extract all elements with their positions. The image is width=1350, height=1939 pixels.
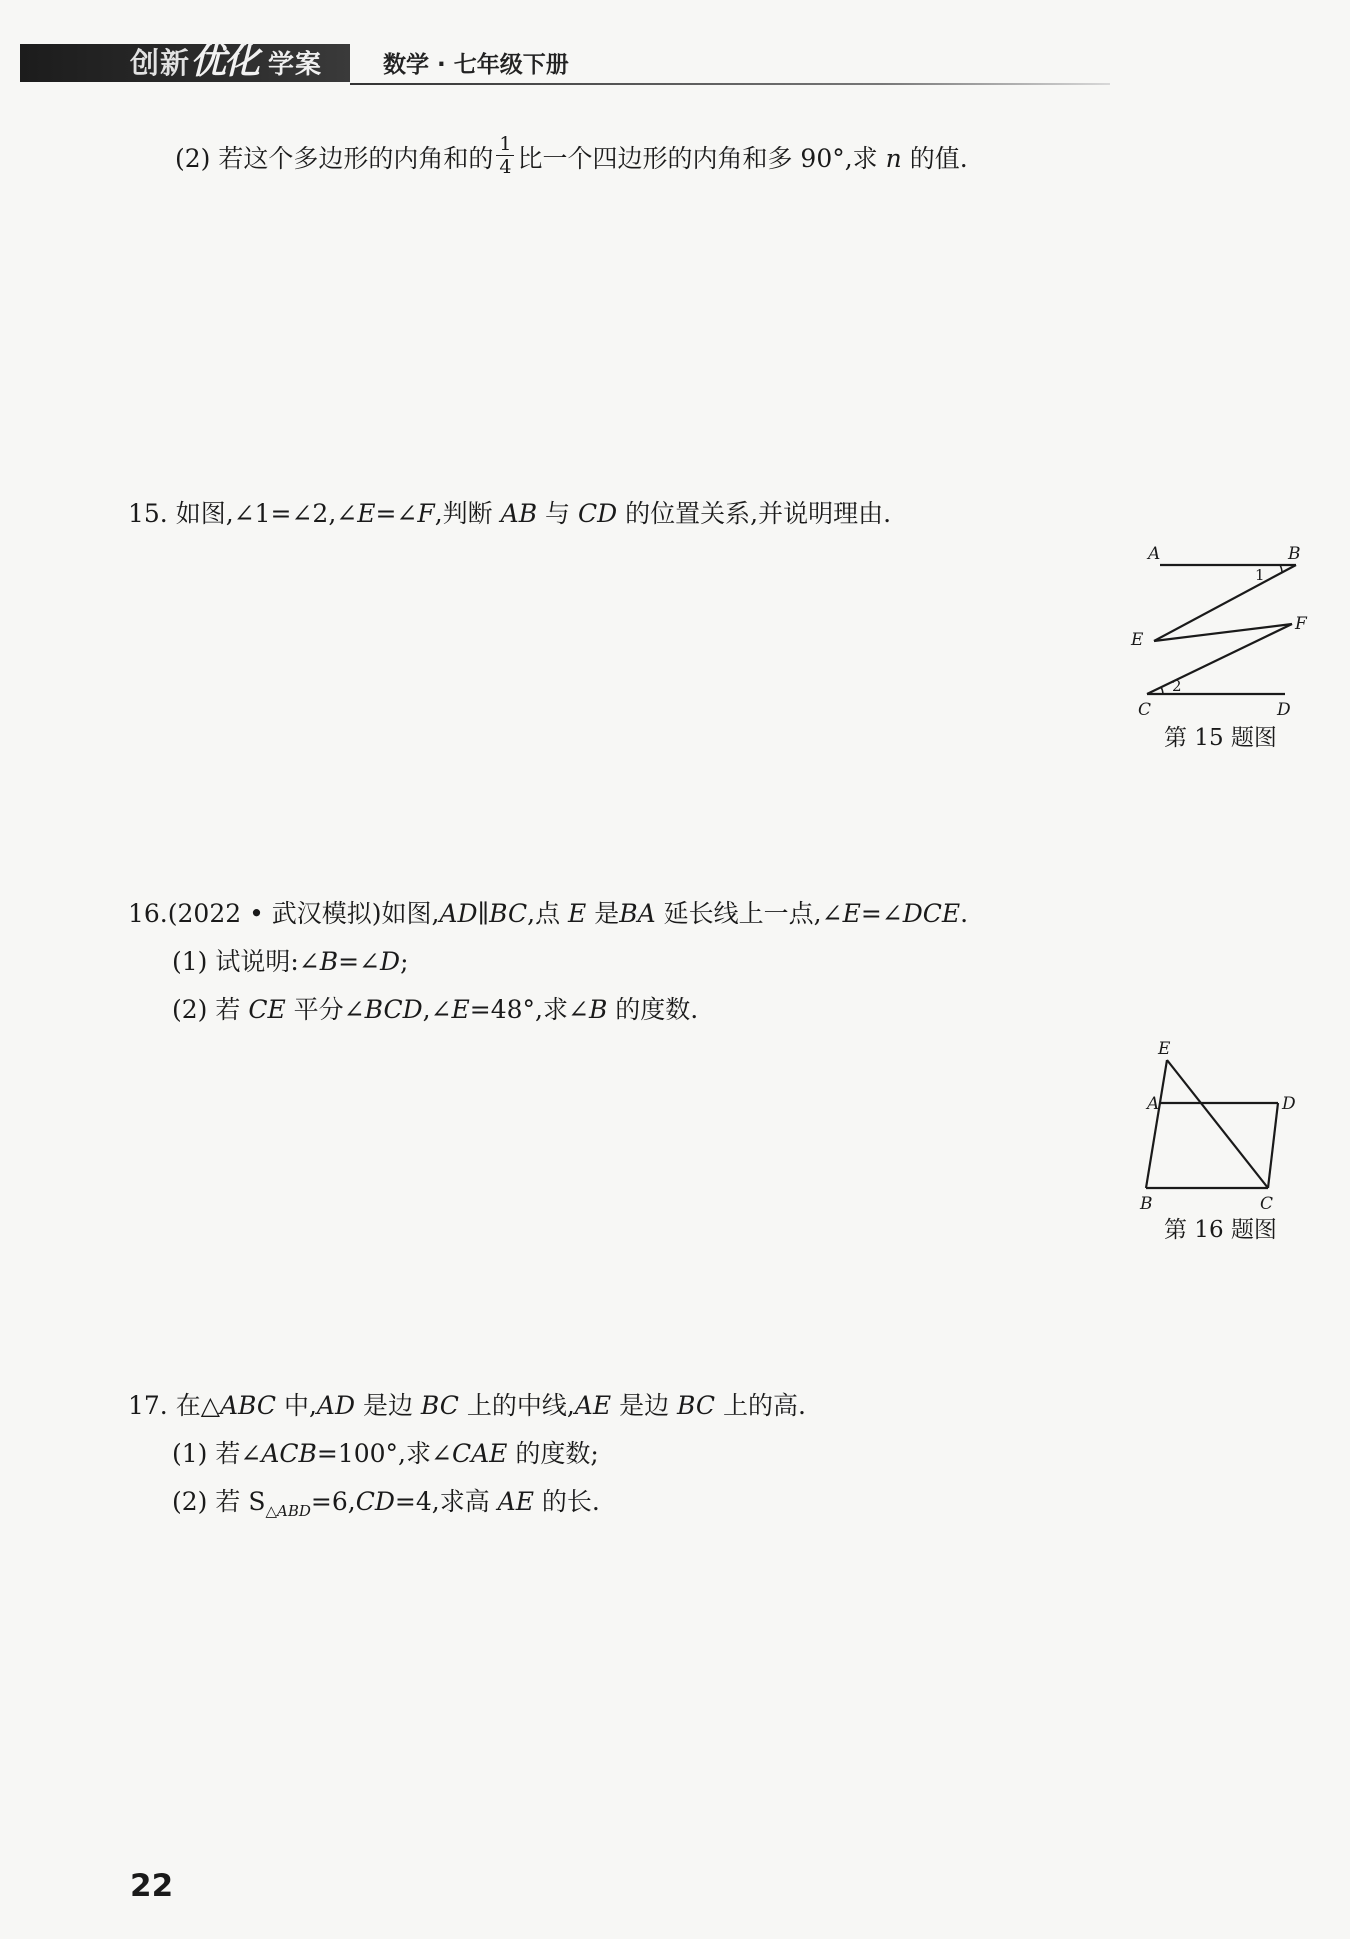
label-d: D <box>1277 700 1291 720</box>
page-number: 22 <box>130 1868 174 1904</box>
label-b: B <box>1140 1194 1153 1214</box>
label-a: A <box>1148 544 1161 564</box>
label-e: E <box>1158 1039 1171 1059</box>
question-15: 15. 如图,∠1=∠2,∠E=∠F,判断 AB 与 CD 的位置关系,并说明理由. <box>128 499 892 528</box>
fraction-one-quarter: $\frac{1}{4}$ <box>496 133 514 178</box>
header-subject: 数学 · 七年级下册 <box>383 52 569 78</box>
question-17: 17. 在△ABC 中,AD 是边 BC 上的中线,AE 是边 BC 上的高. <box>128 1391 806 1420</box>
line-ef <box>1154 624 1292 641</box>
label-c: C <box>1260 1194 1274 1214</box>
label-angle-2: 2 <box>1172 677 1182 695</box>
label-d: D <box>1282 1094 1296 1114</box>
line-eb <box>1146 1060 1167 1188</box>
question-17-part-2: (2) 若 $S_{\triangle ABD}=6,CD=4$,求高 AE 的长. <box>172 1487 600 1520</box>
figure-16-caption: 第 16 题图 <box>1164 1217 1277 1243</box>
label-angle-1: 1 <box>1255 566 1265 584</box>
question-17-part-1: (1) 若∠ACB=100°,求∠CAE 的度数; <box>172 1439 599 1468</box>
question-16-part-2: (2) 若 CE 平分∠BCD,∠E=48°,求∠B 的度数. <box>172 995 699 1024</box>
line-dc <box>1268 1103 1278 1188</box>
line-fc <box>1147 624 1292 694</box>
figure-15 <box>1130 540 1310 725</box>
header-rule <box>350 83 1110 85</box>
label-c: C <box>1138 700 1152 720</box>
question-16-part-1: (1) 试说明:∠B=∠D; <box>172 947 409 976</box>
figure-16 <box>1120 1035 1310 1215</box>
question-16: 16.(2022 • 武汉模拟)如图,AD∥BC,点 E 是BA 延长线上一点,∠E=∠DCE. <box>128 899 969 928</box>
label-b: B <box>1288 544 1301 564</box>
figure-15-caption: 第 15 题图 <box>1164 725 1277 751</box>
header-brand: 创新优化 学案 <box>130 41 323 82</box>
label-f: F <box>1295 614 1307 634</box>
line-bf-to-e <box>1154 565 1296 641</box>
line-ec <box>1167 1060 1268 1188</box>
label-a: A <box>1147 1094 1160 1114</box>
label-e: E <box>1131 630 1144 650</box>
question-14-part-2: (2) 若这个多边形的内角和的 $\frac{1}{4}$ 比一个四边形的内角和多 90°,求 n 的值. <box>175 133 968 178</box>
